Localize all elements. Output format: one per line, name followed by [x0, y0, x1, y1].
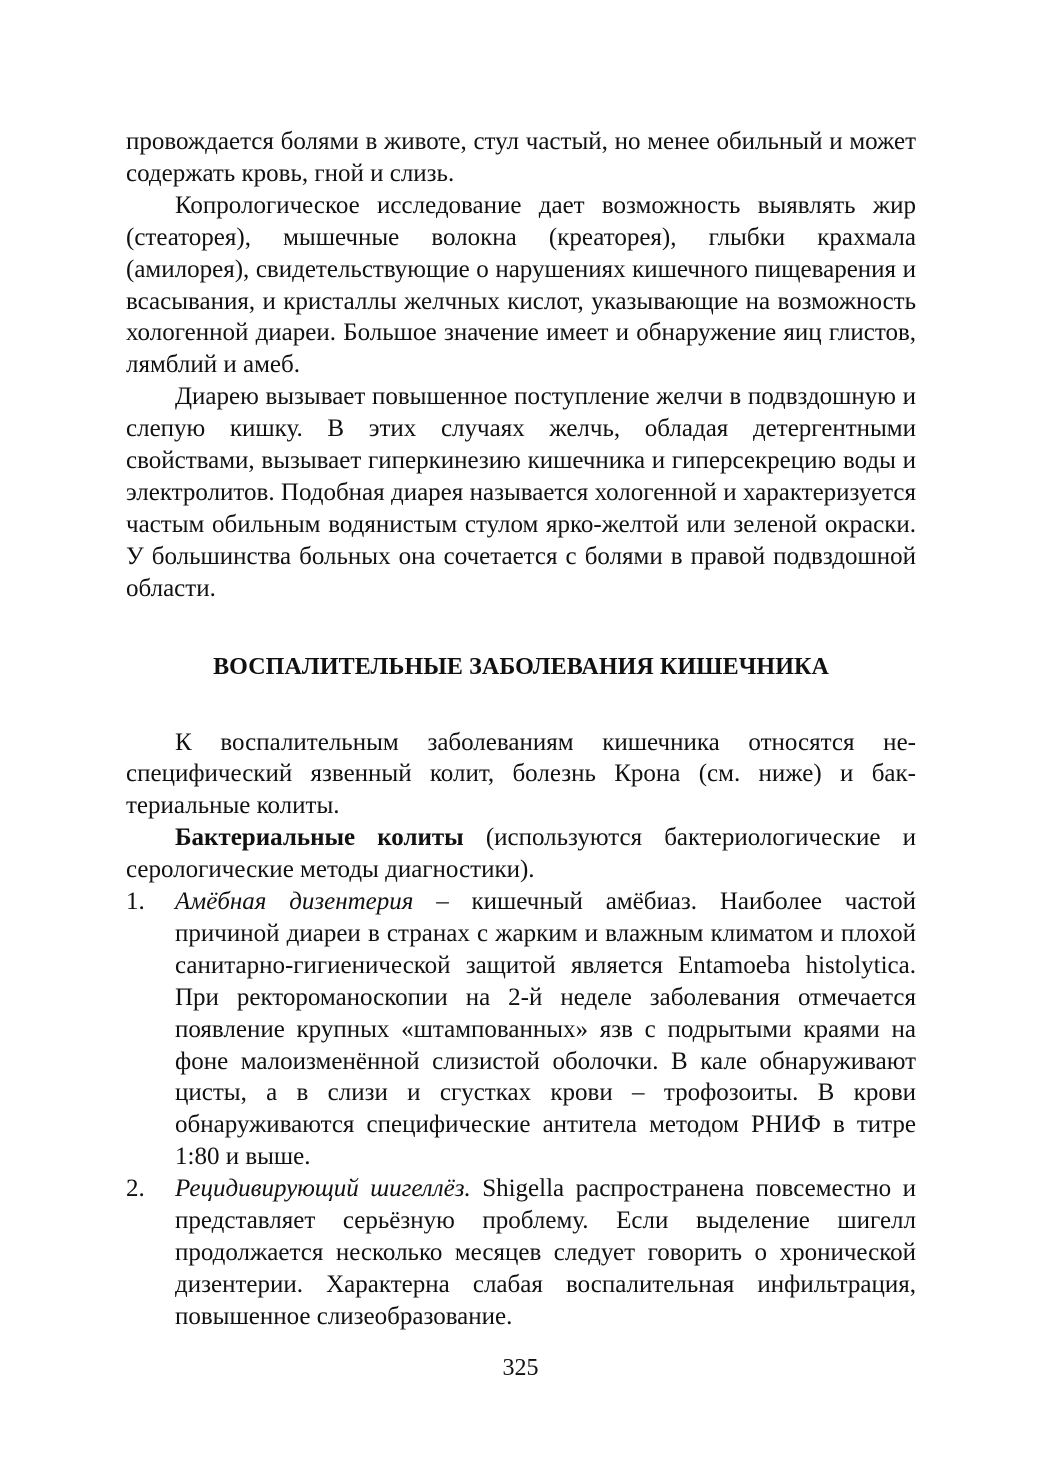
- list-item-text: – кишечный амёбиаз. Наиболее частой причиной диареи в странах с жарким и влажным климатом и плохой санитарно-гигиенической защитой является Entamoeba histolytica. При ректороманоскопии на 2-й неделе заболевания отмечается появление крупных «штампованных» язв с подрытыми краями на фоне малоизменённой слизистой оболочки. В кале обнаруживают цисты, а в слизи и сгустках крови – трофозоиты. В крови обнаруживаются специфические антитела методом РНИФ в титре 1:80 и выше.: [175, 888, 916, 1171]
- paragraph-bacterial-colitis: [126, 822, 916, 886]
- paragraph-ibd-intro: К воспалительным заболеваниям кишечника относятся неспецифический язвенный колит, болезнь Крона (см. ниже) и бактериальные колиты.: [126, 728, 916, 820]
- list-item-number: 2.: [126, 1175, 145, 1203]
- colitis-list: [126, 886, 916, 1333]
- paragraph-continued: провождается болями в животе, стул частый, но менее обильный и может содержать кровь, гной и слизь.: [126, 128, 916, 187]
- list-item: [126, 886, 916, 1173]
- list-item-term: Амёбная дизентерия: [175, 888, 414, 916]
- list-item-text: Shigella распространена повсеместно и представляет серьёзную проблему. Если выделение шигелл продолжается несколько месяцев следует говорить о хронической дизентерии. Характерна слабая воспалительная инфильтрация, повышенное слизеобразование.: [175, 1175, 916, 1330]
- section-heading: ВОСПАЛИТЕЛЬНЫЕ ЗАБОЛЕВАНИЯ КИШЕЧНИКА: [213, 653, 829, 680]
- bacterial-colitis-term: Бактериальные колиты: [175, 824, 464, 852]
- paragraph-bile-diarrhea: Диарею вызывает повышенное поступление желчи в подвздошную и слепую кишку. В этих случаях желчь, обладая детергентными свойствами, вызывает гиперкинезию кишечника и гиперсекрецию воды и электролитов. Подобная диарея называется хологенной и характеризуется частым обильным водянистым стулом ярко-желтой или зеленой окраски. У большинства больных она сочетается с болями в правой подвздошной области.: [126, 383, 916, 602]
- paragraph-coprology: Копрологическое исследование дает возможность выявлять жир (стеаторея), мышечные волокна (креаторея), глыбки крахмала (амилорея), свидетельствующие о нарушениях кишечного пищеварения и всасывания, и кристаллы желчных кислот, указывающие на возможность хологенной диареи. Большое значение имеет и обнаружение яиц глистов, лямблий и амеб.: [126, 191, 916, 379]
- list-item: [126, 1173, 916, 1333]
- page-body: [126, 126, 916, 1333]
- bacterial-colitis-text: (используются бактериологические и серологические методы диагностики).: [126, 824, 917, 884]
- list-item-term: Рецидивирующий шигеллёз.: [175, 1175, 471, 1203]
- list-item-number: 1.: [126, 888, 145, 916]
- page-number: 325: [502, 1355, 539, 1381]
